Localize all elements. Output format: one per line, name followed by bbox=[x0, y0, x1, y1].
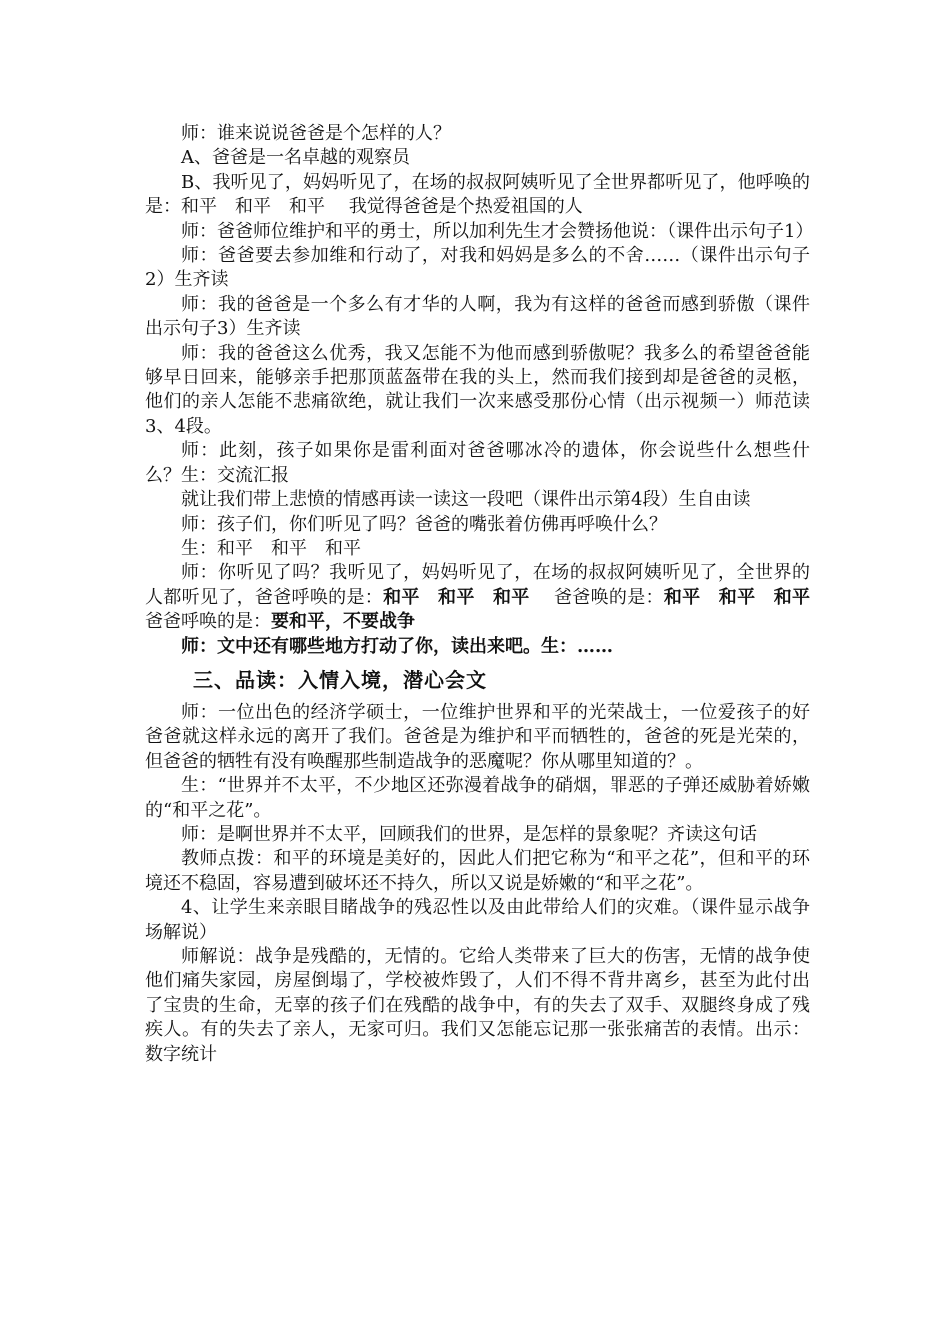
mixed-paragraph bbox=[145, 561, 810, 634]
paragraph: 师解说：战争是残酷的，无情的。它给人类带来了巨大的伤害，无情的战争使他们痛失家园，房屋倒塌了，学校被炸毁了，人们不得不背井离乡，甚至为此付出了宝贵的生命，无辜的孩子们在残酷的战争中，有的失去了双手、双腿终身成了残疾人。有的失去了亲人，无家可归。我们又怎能忘记那一张张痛苦的表情。出示：数字统计 bbox=[145, 946, 810, 1065]
paragraph: 4、让学生来亲眼目睹战争的残忍性以及由此带给人们的灾难。（课件显示战争场解说） bbox=[145, 897, 810, 943]
paragraph: 生：和平 和平 和平 bbox=[181, 537, 361, 559]
paragraph: 师：一位出色的经济学硕士，一位维护世界和平的光荣战士，一位爱孩子的好爸爸就这样永远的离开了我们。爸爸是为维护和平而牺牲的，爸爸的死是光荣的，但爸爸的牺牲有没有唤醒那些制造战争的恶魔呢？你从哪里知道的？。 bbox=[145, 701, 810, 772]
document-page bbox=[145, 122, 814, 1067]
section-heading: 三、品读：入情入境，潜心会文 bbox=[193, 667, 487, 692]
text-run: 师：你听见了吗？我听见了，妈妈听见了，在场的叔叔阿姨听见了，全世界的人都听见了，爸爸呼唤的是： bbox=[145, 562, 810, 608]
paragraph: 师：是啊世界并不太平，回顾我们的世界，是怎样的景象呢？齐读这句话 bbox=[181, 823, 757, 845]
paragraph: 教师点拨：和平的环境是美好的，因此人们把它称为“和平之花”，但和平的环境还不稳固，容易遭到破坏还不持久，所以又说是娇嫩的“和平之花”。 bbox=[145, 848, 810, 894]
bold-paragraph: 师：文中还有哪些地方打动了你，读出来吧。生：…… bbox=[181, 635, 613, 657]
paragraph: 师：此刻，孩子如果你是雷利面对爸爸哪冰冷的遗体，你会说些什么想些什么？生：交流汇报 bbox=[145, 440, 810, 486]
paragraph: 师：爸爸要去参加维和行动了，对我和妈妈是多么的不舍……（课件出示句子2）生齐读 bbox=[145, 245, 810, 291]
paragraph: 师：孩子们，你们听见了吗？爸爸的嘴张着仿佛再呼唤什么？ bbox=[181, 513, 667, 535]
paragraph: 师：我的爸爸是一个多么有才华的人啊，我为有这样的爸爸而感到骄傲（课件出示句子3）生齐读 bbox=[145, 293, 810, 340]
text-run: 爸爸唤的是： bbox=[529, 586, 664, 608]
paragraph: B、我听见了，妈妈听见了，在场的叔叔阿姨听见了全世界都听见了，他呼唤的是：和平 和平 和平 我觉得爸爸是个热爱祖国的人 bbox=[145, 171, 810, 218]
bold-run: 要和平，不要战争 bbox=[271, 611, 415, 633]
paragraph: 师：谁来说说爸爸是个怎样的人？ bbox=[181, 123, 451, 144]
paragraph: 师：爸爸师位维护和平的勇士，所以加利先生才会赞扬他说：（课件出示句子1） bbox=[181, 220, 814, 242]
paragraph: A、爸爸是一名卓越的观察员 bbox=[181, 147, 410, 169]
bold-run: 和平 和平 和平 bbox=[383, 586, 530, 608]
text-run: 爸爸呼唤的是： bbox=[145, 611, 271, 633]
bold-run: 和平 和平 和平 bbox=[663, 586, 811, 608]
paragraph: 生：“世界并不太平，不少地区还弥漫着战争的硝烟，罪恶的子弹还威胁着娇嫩的“和平之花”。 bbox=[145, 775, 810, 821]
paragraph: 师：我的爸爸这么优秀，我又怎能不为他而感到骄傲呢？我多么的希望爸爸能够早日回来，能够亲手把那顶蓝盔带在我的头上，然而我们接到却是爸爸的灵柩，他们的亲人怎能不悲痛欲绝，就让我们一次来感受那份心情（出示视频一）师范读3、4段。 bbox=[145, 342, 810, 437]
paragraph: 就让我们带上悲愤的情感再读一读这一段吧（课件出示第4段）生自由读 bbox=[181, 489, 751, 511]
